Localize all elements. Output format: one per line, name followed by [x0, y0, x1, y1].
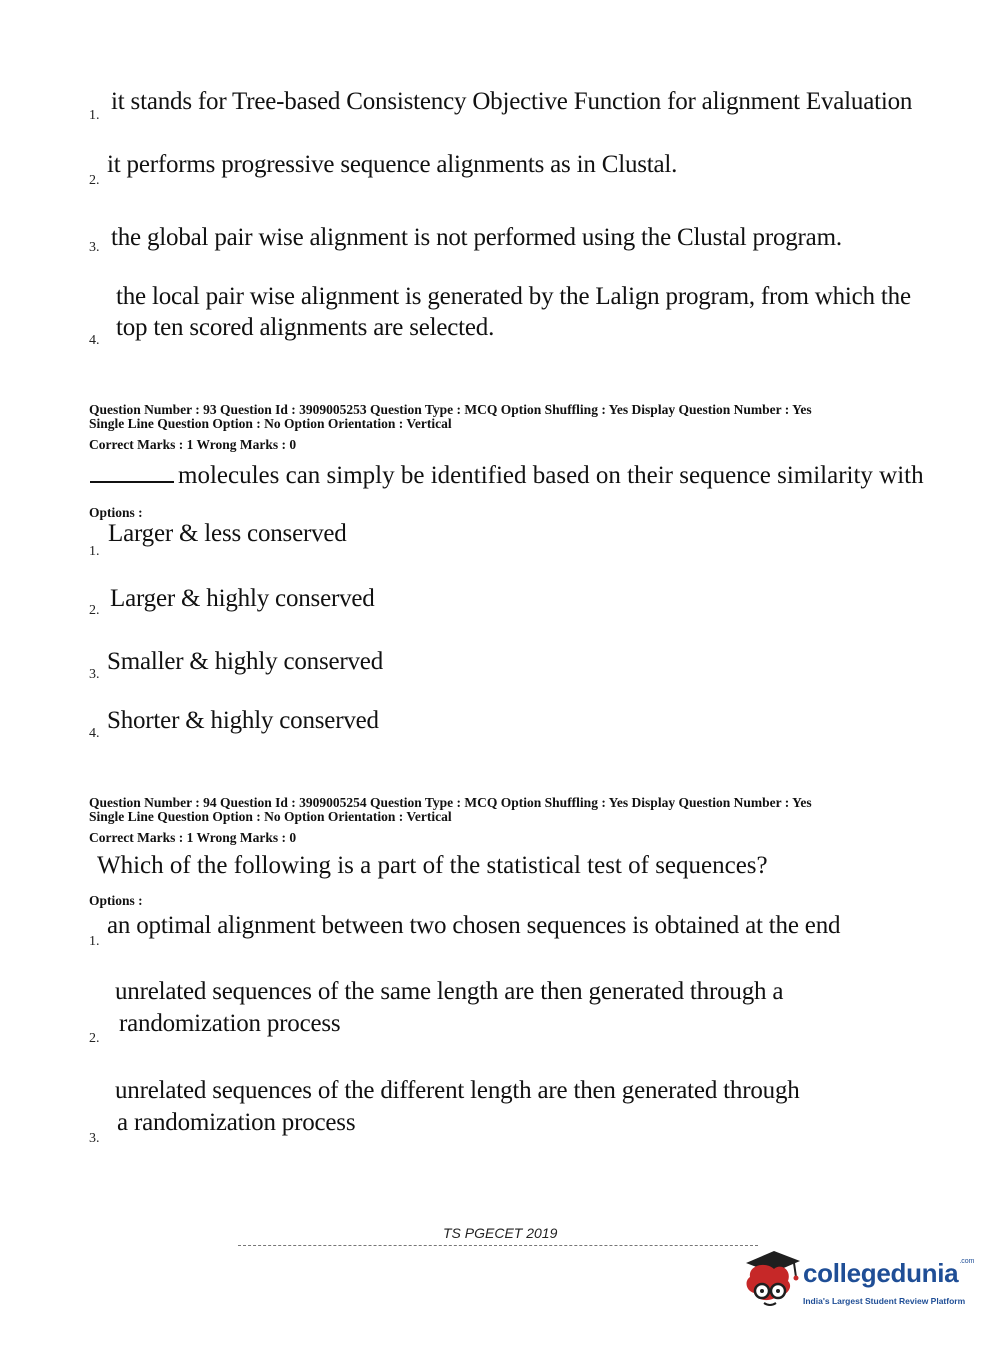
- option-number: 2.: [89, 173, 100, 188]
- option-text: it performs progressive sequence alignments as in Clustal.: [107, 151, 678, 178]
- option-text: unrelated sequences of the different length are then generated through: [115, 1077, 800, 1104]
- question-body: molecules can simply be identified based on their sequence similarity with: [178, 462, 924, 489]
- question-meta: Question Number : 93 Question Id : 3909005253 Question Type : MCQ Option Shuffling : Yes Display Question Number : Yes: [89, 402, 812, 417]
- options-label: Options :: [89, 893, 143, 908]
- option-text: top ten scored alignments are selected.: [116, 314, 495, 341]
- question-meta: Single Line Question Option : No Option Orientation : Vertical: [89, 809, 452, 824]
- brand-name: collegedunia: [803, 1258, 959, 1288]
- footer-divider: [238, 1245, 758, 1246]
- question-marks: Correct Marks : 1 Wrong Marks : 0: [89, 437, 297, 452]
- option-number: 2.: [89, 603, 100, 618]
- option-text: randomization process: [119, 1010, 341, 1037]
- option-number: 1.: [89, 544, 100, 559]
- option-text: the local pair wise alignment is generated by the Lalign program, from which the: [116, 283, 911, 310]
- exam-name: TS PGECET 2019: [443, 1225, 558, 1241]
- question-text: Which of the following is a part of the statistical test of sequences?: [97, 852, 768, 879]
- option-text: Larger & highly conserved: [110, 585, 375, 612]
- brand-logo: [803, 1258, 975, 1289]
- options-label: Options :: [89, 505, 143, 520]
- option-number: 3.: [89, 240, 100, 255]
- question-marks: Correct Marks : 1 Wrong Marks : 0: [89, 830, 297, 845]
- option-number: 3.: [89, 1131, 100, 1146]
- question-text: [90, 462, 924, 490]
- option-number: 4.: [89, 333, 100, 348]
- option-number: 1.: [89, 934, 100, 949]
- option-number: 4.: [89, 726, 100, 741]
- graduate-mascot-icon: [740, 1247, 804, 1311]
- option-text: Larger & less conserved: [108, 520, 347, 547]
- brand-suffix: .com: [959, 1258, 975, 1265]
- option-text: Shorter & highly conserved: [107, 707, 379, 734]
- brand-tagline: India's Largest Student Review Platform: [803, 1296, 966, 1306]
- option-number: 1.: [89, 108, 100, 123]
- option-text: an optimal alignment between two chosen sequences is obtained at the end: [107, 912, 841, 939]
- option-text: a randomization process: [117, 1109, 356, 1136]
- option-text: unrelated sequences of the same length are then generated through a: [115, 978, 784, 1005]
- option-number: 3.: [89, 667, 100, 682]
- fill-blank: [90, 481, 174, 483]
- option-number: 2.: [89, 1031, 100, 1046]
- question-meta: Question Number : 94 Question Id : 3909005254 Question Type : MCQ Option Shuffling : Yes Display Question Number : Yes: [89, 795, 812, 810]
- option-text: Smaller & highly conserved: [107, 648, 383, 675]
- question-meta: Single Line Question Option : No Option Orientation : Vertical: [89, 416, 452, 431]
- option-text: it stands for Tree-based Consistency Objective Function for alignment Evaluation: [111, 88, 913, 115]
- option-text: the global pair wise alignment is not performed using the Clustal program.: [111, 224, 842, 251]
